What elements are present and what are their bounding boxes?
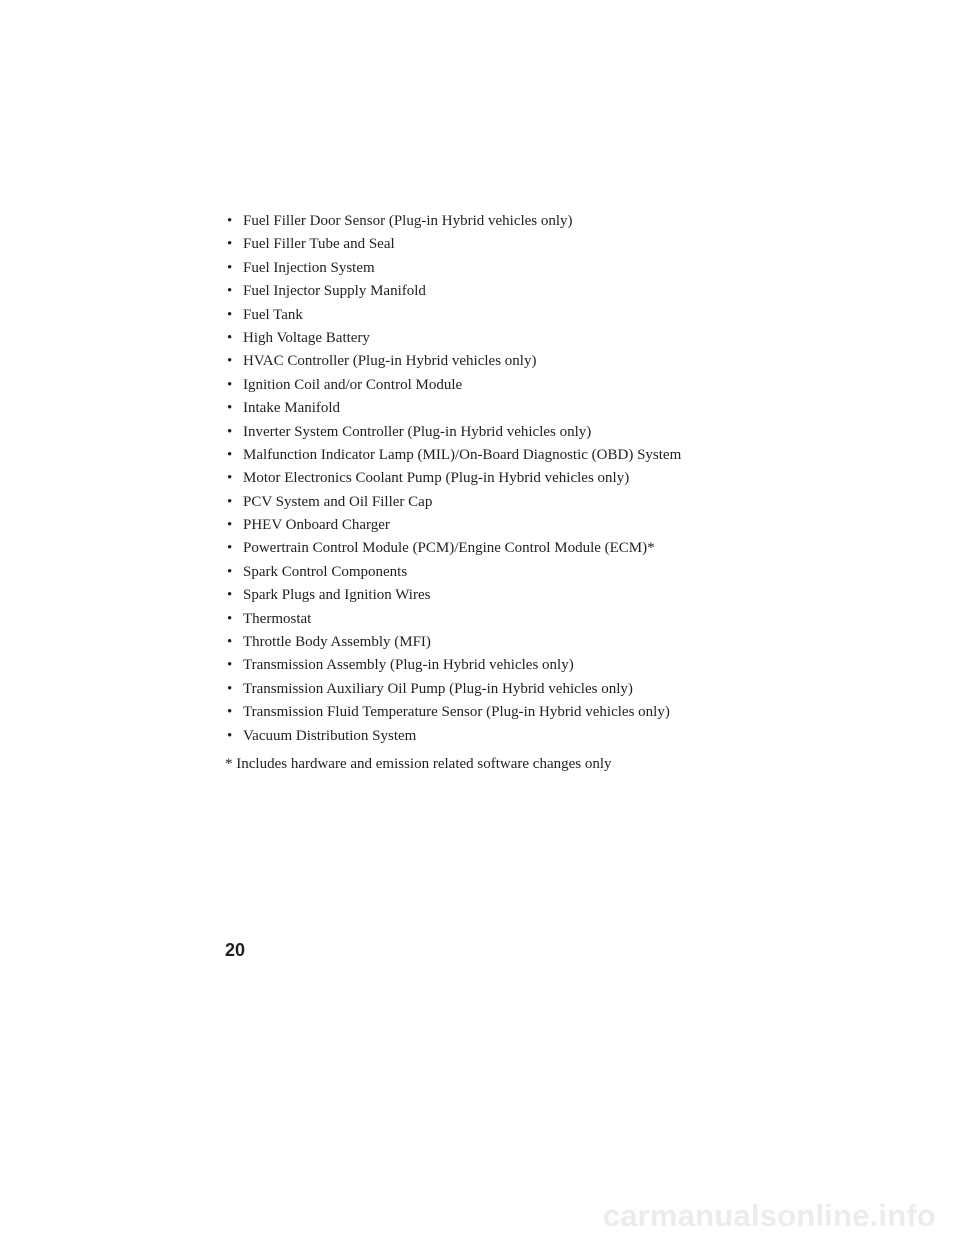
list-item [225,701,785,724]
list-item [225,280,785,303]
bullet-icon: • [227,259,233,276]
list-item-text: Spark Plugs and Ignition Wires [243,587,431,604]
bullet-icon: • [227,727,233,744]
bullet-icon: • [227,563,233,580]
list-item [225,537,785,560]
list-item-text: Spark Control Components [243,563,408,580]
list-item-text: Intake Manifold [243,400,341,417]
list-item-text: Throttle Body Assembly (MFI) [243,634,431,651]
list-item [225,327,785,350]
bullet-icon: • [227,306,233,323]
bullet-icon: • [227,610,233,627]
bullet-icon: • [227,400,233,417]
bullet-icon: • [227,587,233,604]
bullet-icon: • [227,517,233,534]
bullet-icon: • [227,353,233,370]
list-item [225,631,785,654]
list-item-text: Transmission Fluid Temperature Sensor (Plug-in Hybrid vehicles only) [243,704,670,721]
list-item-text: Motor Electronics Coolant Pump (Plug-in Hybrid vehicles only) [243,470,630,487]
bullet-icon: • [227,236,233,253]
watermark-logo[interactable]: carmanualsonline.info [602,1198,936,1233]
list-item [225,654,785,677]
footnote: * Includes hardware and emission related software changes only [225,755,612,772]
bullet-icon: • [227,680,233,697]
list-item [225,421,785,444]
list-item [225,467,785,490]
list-item-text: Powertrain Control Module (PCM)/Engine Control Module (ECM)* [243,540,655,557]
component-list [225,210,785,748]
page-content [225,210,785,774]
list-item-text: Malfunction Indicator Lamp (MIL)/On-Board Diagnostic (OBD) System [243,446,682,463]
bullet-icon: • [227,213,233,229]
list-item [225,397,785,420]
bullet-icon: • [227,283,233,300]
list-item-text: Fuel Filler Door Sensor (Plug-in Hybrid vehicles only) [243,213,573,229]
list-item-text: Fuel Injector Supply Manifold [243,283,426,300]
list-item-text: PHEV Onboard Charger [243,517,390,534]
list-item [225,257,785,280]
list-item-text: High Voltage Battery [243,329,370,346]
list-item [225,304,785,327]
list-item-text: Ignition Coil and/or Control Module [243,376,463,393]
bullet-icon: • [227,704,233,721]
list-item-text: Thermostat [243,610,312,627]
list-item-text: Fuel Filler Tube and Seal [243,236,395,253]
bullet-icon: • [227,376,233,393]
list-item [225,561,785,584]
bullet-icon: • [227,470,233,487]
list-item [225,584,785,607]
list-item [225,350,785,373]
list-item-text: Fuel Tank [243,306,303,323]
page-number: 20 [225,940,246,960]
list-item-text: Transmission Auxiliary Oil Pump (Plug-in Hybrid vehicles only) [243,680,633,697]
bullet-icon: • [227,446,233,463]
bullet-icon: • [227,657,233,674]
bullet-icon: • [227,329,233,346]
list-item [225,725,785,748]
list-item [225,678,785,701]
bullet-icon: • [227,493,233,510]
list-item-text: Transmission Assembly (Plug-in Hybrid vehicles only) [243,657,574,674]
list-item [225,444,785,467]
list-item-text: Inverter System Controller (Plug-in Hybrid vehicles only) [243,423,592,440]
list-item [225,233,785,256]
list-item-text: Vacuum Distribution System [243,727,417,744]
list-item-text: PCV System and Oil Filler Cap [243,493,433,510]
bullet-icon: • [227,540,233,557]
bullet-icon: • [227,634,233,651]
list-item [225,210,785,233]
list-item-text: HVAC Controller (Plug-in Hybrid vehicles only) [243,353,537,370]
list-item-text: Fuel Injection System [243,259,375,276]
list-item [225,608,785,631]
bullet-icon: • [227,423,233,440]
list-item [225,374,785,397]
list-item [225,491,785,514]
list-item [225,514,785,537]
